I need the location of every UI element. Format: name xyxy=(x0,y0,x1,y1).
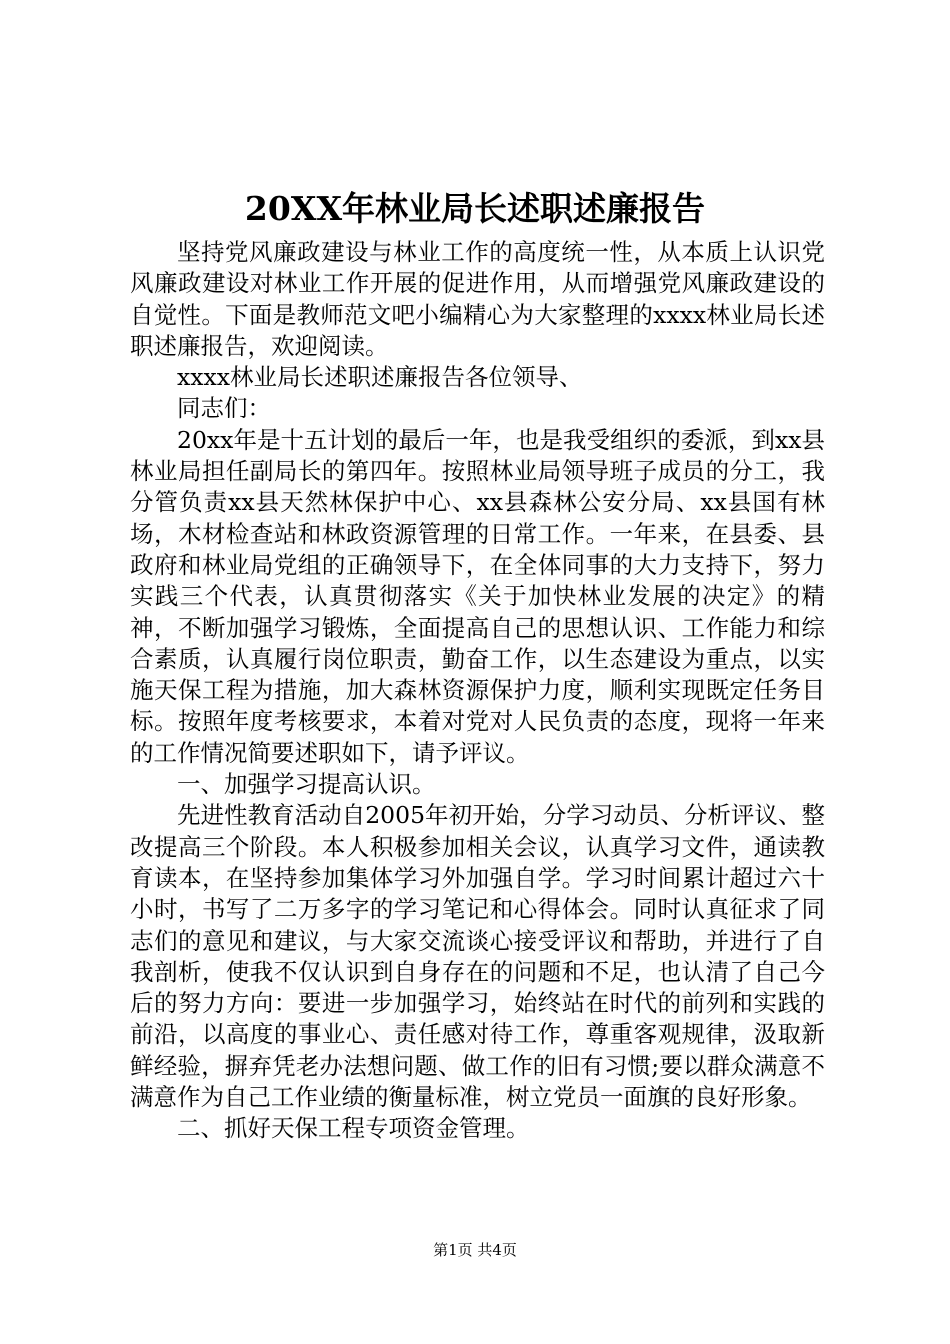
paragraph-overview: 20xx年是十五计划的最后一年，也是我受组织的委派，到xx县林业局担任副局长的第四年。按照林业局领导班子成员的分工，我分管负责xx县天然林保护中心、xx县森林公安分局、xx县国有林场，木材检查站和林政资源管理的日常工作。一年来，在县委、县政府和林业局党组的正确领导下，在全体同事的大力支持下，努力实践三个代表，认真贯彻落实《关于加快林业发展的决定》的精神，不断加强学习锻炼，全面提高自己的思想认识、工作能力和综合素质，认真履行岗位职责，勤奋工作，以生态建设为重点，以实施天保工程为措施，加大森林资源保护力度，顺利实现既定任务目标。按照年度考核要求，本着对党对人民负责的态度，现将一年来的工作情况简要述职如下，请予评议。 xyxy=(130,425,825,767)
document-body xyxy=(130,237,825,1145)
paragraph-intro: 坚持党风廉政建设与林业工作的高度统一性，从本质上认识党风廉政建设对林业工作开展的促进作用，从而增强党风廉政建设的自觉性。下面是教师范文吧小编精心为大家整理的xxxx林业局长述职述廉报告，欢迎阅读。 xyxy=(130,238,825,360)
paragraph-study: 先进性教育活动自2005年初开始，分学习动员、分析评议、整改提高三个阶段。本人积极参加相关会议，认真学习文件，通读教育读本，在坚持参加集体学习外加强自学。学习时间累计超过六十小时，书写了二万多字的学习笔记和心得体会。同时认真征求了同志们的意见和建议，与大家交流谈心接受评议和帮助，并进行了自我剖析，使我不仅认识到自身存在的问题和不足，也认清了自己今后的努力方向：要进一步加强学习，始终站在时代的前列和实践的前沿，以高度的事业心、责任感对待工作，尊重客观规律，汲取新鲜经验，摒弃凭老办法想问题、做工作的旧有习惯;要以群众满意不满意作为自己工作业绩的衡量标准，树立党员一面旗的良好形象。 xyxy=(130,801,825,1112)
page-footer: 第1页 共4页 xyxy=(433,1241,517,1259)
paragraph-salutation: 同志们： xyxy=(177,394,271,423)
section-heading-1: 一、加强学习提高认识。 xyxy=(177,770,436,799)
section-heading-2: 二、抓好天保工程专项资金管理。 xyxy=(177,1114,530,1143)
paragraph-report-heading: xxxx林业局长述职述廉报告各位领导、 xyxy=(177,363,583,392)
document-title: 20XX年林业局长述职述廉报告 xyxy=(244,189,706,228)
